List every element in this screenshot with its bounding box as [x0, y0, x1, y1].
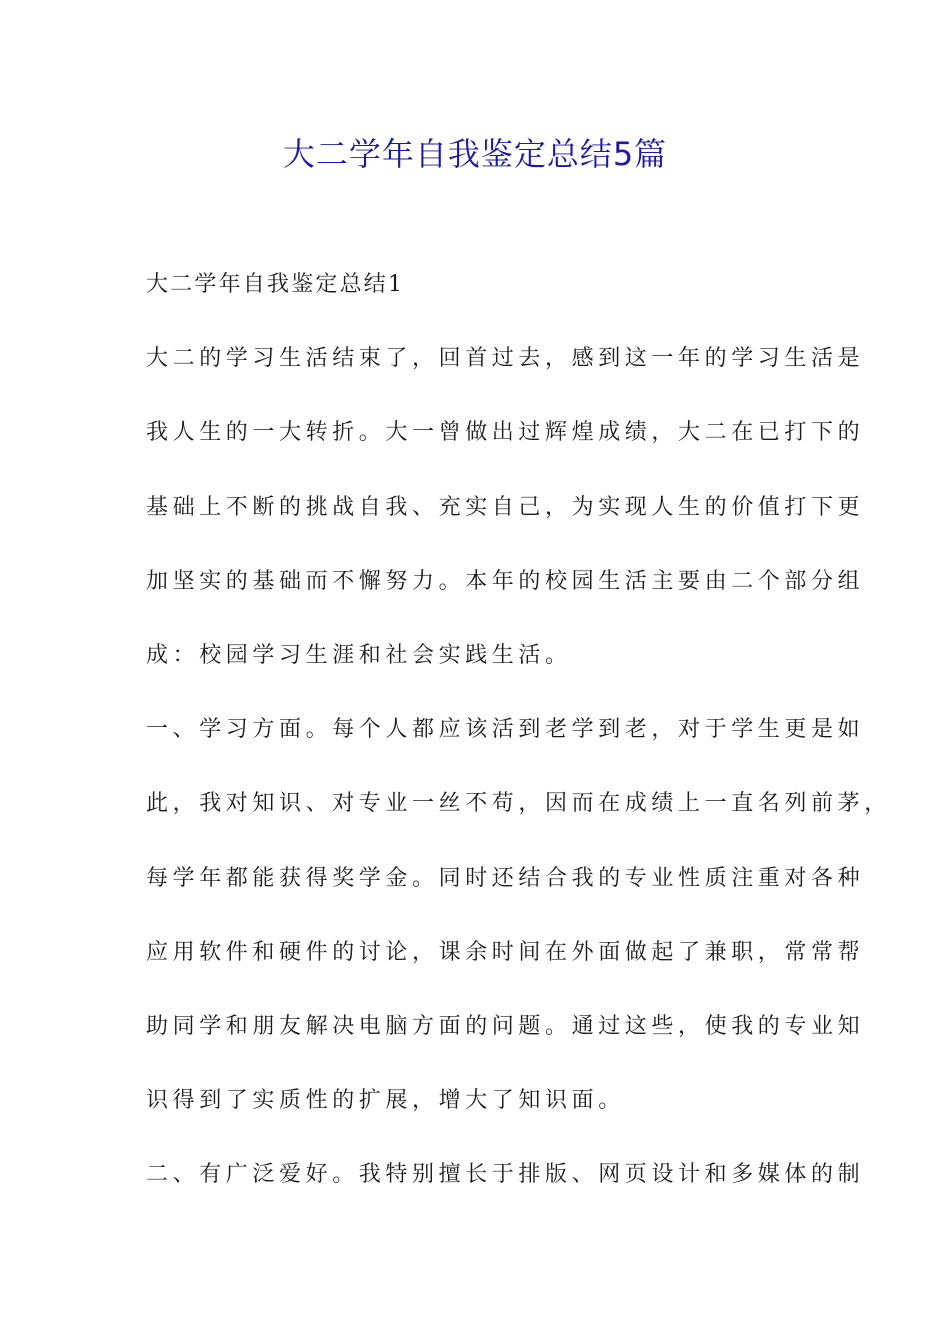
paragraph-line: 识得到了实质性的扩展，增大了知识面。	[146, 1088, 625, 1114]
paragraph-line: 此，我对知识、对专业一丝不苟，因而在成绩上一直名列前茅，	[146, 791, 891, 817]
paragraph-line: 成：校园学习生涯和社会实践生活。	[146, 642, 572, 668]
paragraph-line: 二、有广泛爱好。我特别擅长于排版、网页设计和多媒体的制	[146, 1162, 865, 1188]
paragraph-line: 大二的学习生活结束了，回首过去，感到这一年的学习生活是	[146, 346, 865, 372]
document-body	[146, 262, 891, 1226]
paragraph-line: 一、学习方面。每个人都应该活到老学到老，对于学生更是如	[146, 717, 865, 743]
paragraph-line: 应用软件和硬件的讨论，课余时间在外面做起了兼职，常常帮	[146, 939, 865, 965]
paragraph-line: 加坚实的基础而不懈努力。本年的校园生活主要由二个部分组	[146, 568, 865, 594]
paragraph-line: 助同学和朋友解决电脑方面的问题。通过这些，使我的专业知	[146, 1013, 865, 1039]
paragraph-line: 我人生的一大转折。大一曾做出过辉煌成绩，大二在已打下的	[146, 420, 865, 446]
section-heading: 大二学年自我鉴定总结1	[146, 272, 405, 297]
paragraph-line: 基础上不断的挑战自我、充实自己，为实现人生的价值打下更	[146, 494, 865, 520]
document-title: 大二学年自我鉴定总结5篇	[282, 135, 668, 173]
paragraph-line: 每学年都能获得奖学金。同时还结合我的专业性质注重对各种	[146, 865, 865, 891]
